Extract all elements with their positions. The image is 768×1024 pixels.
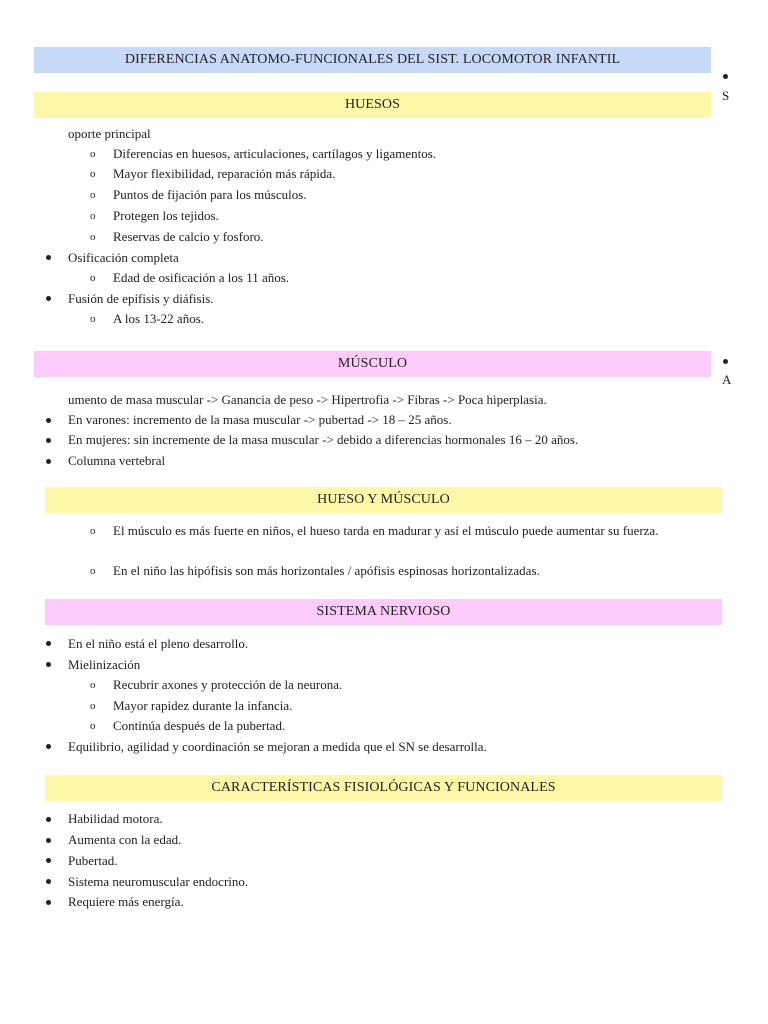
list-item: Mayor flexibilidad, reparación más rápida. bbox=[113, 166, 336, 181]
list-item: Equilibrio, agilidad y coordinación se mejoran a medida que el SN se desarrolla. bbox=[68, 739, 487, 754]
musculo-lead: umento de masa muscular -> Ganancia de peso -> Hipertrofia -> Fibras -> Poca hiperplasia. bbox=[68, 392, 547, 407]
margin-letter: A bbox=[722, 372, 732, 387]
section-heading-caracteristicas: CARACTERÍSTICAS FISIOLÓGICAS Y FUNCIONALES bbox=[45, 775, 722, 801]
bullet bbox=[46, 418, 51, 423]
list-item: Pubertad. bbox=[68, 853, 118, 868]
sub-bullet: o bbox=[90, 565, 96, 577]
section-heading-musculo: MÚSCULO bbox=[34, 351, 711, 377]
list-item: Fusión de epífisis y diáfisis. bbox=[68, 291, 214, 306]
list-item: Mayor rapidez durante la infancia. bbox=[113, 698, 293, 713]
bullet bbox=[46, 438, 51, 443]
section-heading-sistema-nervioso: SISTEMA NERVIOSO bbox=[45, 599, 722, 625]
list-item: Recubrir axones y protección de la neurona. bbox=[113, 677, 343, 692]
huesos-lead: oporte principal bbox=[68, 126, 151, 141]
margin-letter: S bbox=[722, 88, 730, 103]
list-item: Sistema neuromuscular endocrino. bbox=[68, 874, 249, 889]
bullet bbox=[46, 255, 51, 260]
list-item: Requiere más energía. bbox=[68, 894, 184, 909]
list-item: Habilidad motora. bbox=[68, 811, 163, 826]
sub-bullet: o bbox=[90, 168, 96, 180]
list-item: Reservas de calcio y fosforo. bbox=[113, 229, 264, 244]
sub-bullet: o bbox=[90, 313, 96, 325]
list-item: El músculo es más fuerte en niños, el hueso tarda en madurar y así el músculo puede aumentar su fuerza. bbox=[113, 523, 659, 538]
sub-bullet: o bbox=[90, 231, 96, 243]
list-item: Diferencias en huesos, articulaciones, cartílagos y ligamentos. bbox=[113, 146, 437, 161]
bullet bbox=[46, 817, 51, 822]
list-item: Puntos de fijación para los músculos. bbox=[113, 187, 307, 202]
sub-bullet: o bbox=[90, 525, 96, 537]
bullet bbox=[46, 296, 51, 301]
sub-bullet: o bbox=[90, 720, 96, 732]
sub-bullet: o bbox=[90, 148, 96, 160]
sub-bullet: o bbox=[90, 189, 96, 201]
document-title: DIFERENCIAS ANATOMO-FUNCIONALES DEL SIST. LOCOMOTOR INFANTIL bbox=[34, 47, 711, 73]
list-item: En el niño está el pleno desarrollo. bbox=[68, 636, 249, 651]
section-heading-huesos: HUESOS bbox=[34, 92, 711, 118]
list-item: Mielinización bbox=[68, 657, 141, 672]
margin-bullet bbox=[723, 359, 728, 364]
sub-bullet: o bbox=[90, 679, 96, 691]
list-item: En mujeres: sin incremente de la masa muscular -> debido a diferencias hormonales 16 – 20 años. bbox=[68, 432, 579, 447]
bullet bbox=[46, 641, 51, 646]
list-item: En el niño las hipófisis son más horizontales / apófisis espinosas horizontalizadas. bbox=[113, 563, 540, 578]
list-item: Aumenta con la edad. bbox=[68, 832, 182, 847]
list-item: Edad de osificación a los 11 años. bbox=[113, 270, 290, 285]
sub-bullet: o bbox=[90, 700, 96, 712]
sub-bullet: o bbox=[90, 272, 96, 284]
list-item: A los 13-22 años. bbox=[113, 311, 204, 326]
bullet bbox=[46, 879, 51, 884]
bullet bbox=[46, 459, 51, 464]
bullet bbox=[46, 838, 51, 843]
sub-bullet: o bbox=[90, 210, 96, 222]
section-heading-hueso-musculo: HUESO Y MÚSCULO bbox=[45, 487, 722, 513]
list-item: Columna vertebral bbox=[68, 453, 166, 468]
bullet bbox=[46, 858, 51, 863]
list-item: Osificación completa bbox=[68, 250, 179, 265]
list-item: En varones: incremento de la masa muscular -> pubertad -> 18 – 25 años. bbox=[68, 412, 452, 427]
list-item: Continúa después de la pubertad. bbox=[113, 718, 286, 733]
bullet bbox=[46, 744, 51, 749]
list-item: Protegen los tejidos. bbox=[113, 208, 219, 223]
margin-bullet bbox=[723, 74, 728, 79]
bullet bbox=[46, 662, 51, 667]
bullet bbox=[46, 900, 51, 905]
